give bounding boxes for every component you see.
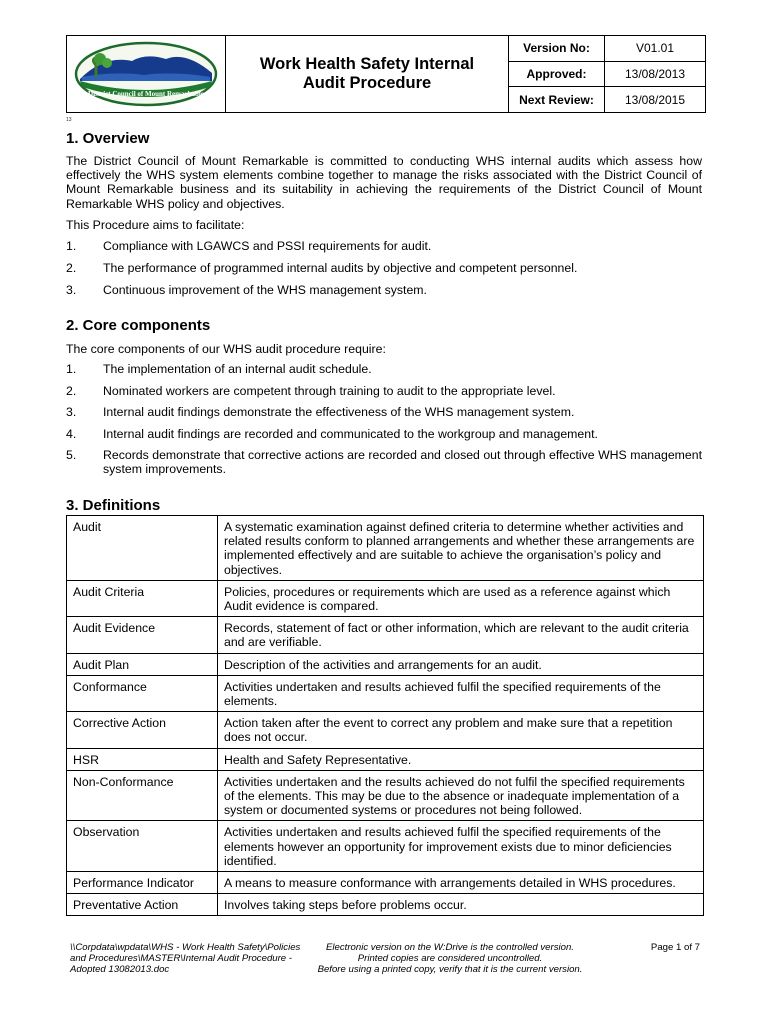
approved-label: Approved:	[509, 62, 605, 87]
review-value: 13/08/2015	[624, 92, 686, 107]
list-item: 1. Compliance with LGAWCS and PSSI requirements for audit.	[66, 239, 432, 253]
approved-row	[509, 62, 705, 88]
overview-aims: This Procedure aims to facilitate:	[66, 218, 245, 232]
title-line-1: Work Health Safety Internal	[259, 55, 475, 73]
table-row: Corrective Action Action taken after the event to correct any problem and make sure that a repetition does not occur.	[67, 712, 704, 748]
logo-text: District Council of Mount Remarkable	[88, 90, 204, 98]
table-row: Performance Indicator A means to measure conformance with arrangements detailed in WHS procedures.	[67, 872, 704, 894]
document-meta	[509, 36, 705, 112]
version-value: V01.01	[635, 41, 675, 56]
version-label: Version No:	[509, 36, 605, 61]
overview-paragraph: The District Council of Mount Remarkable is committed to conducting WHS internal audits which assess how effectively the WHS system elements combine together to manage the risks associated with the District Council of Mount Remarkable business and its suitability in achieving the requirements of the District Council of Mount Remarkable WHS policy and objectives.	[66, 154, 702, 211]
table-row: Audit Plan Description of the activities and arrangements for an audit.	[67, 653, 704, 675]
council-logo	[67, 36, 226, 112]
table-row: Audit A systematic examination against defined criteria to determine whether activities and related results conform to planned arrangements and whether these arrangements are implemented effectively and are suitable to achieve the organisation’s policy and objectives.	[67, 516, 704, 581]
definitions-heading: 3. Definitions	[66, 497, 161, 514]
core-intro: The core components of our WHS audit procedure require:	[66, 342, 386, 356]
title-line-2: Audit Procedure	[302, 74, 432, 92]
list-item: 4. Internal audit findings are recorded and communicated to the workgroup and management.	[66, 427, 598, 441]
document-header	[66, 35, 706, 113]
approved-value: 13/08/2013	[624, 67, 686, 81]
document-title	[226, 36, 509, 112]
definitions-table	[66, 515, 704, 916]
version-row	[509, 36, 705, 62]
control-notice: Electronic version on the W:Drive is the controlled version. Printed copies are considered uncontrolled. Before using a printed copy, verify that it is the current version.	[317, 942, 583, 975]
list-item: 3. Internal audit findings demonstrate the effectiveness of the WHS management system.	[66, 405, 575, 419]
table-row: Preventative Action Involves taking steps before problems occur.	[67, 894, 704, 916]
list-item: 1. The implementation of an internal audit schedule.	[66, 362, 372, 376]
table-row: HSR Health and Safety Representative.	[67, 748, 704, 770]
page-number: Page 1 of 7	[650, 942, 700, 953]
review-row	[509, 87, 705, 112]
list-item: 2. The performance of programmed internal audits by objective and competent personnel.	[66, 261, 578, 275]
list-item: 3. Continuous improvement of the WHS management system.	[66, 283, 427, 297]
table-row: Audit Evidence Records, statement of fact or other information, which are relevant to the audit criteria and are verifiable.	[67, 617, 704, 653]
list-item: 2. Nominated workers are competent through training to audit to the appropriate level.	[66, 384, 556, 398]
table-row: Conformance Activities undertaken and results achieved fulfil the specified requirements of the elements.	[67, 675, 704, 711]
table-row: Audit Criteria Policies, procedures or requirements which are used as a reference against which Audit evidence is compared.	[67, 580, 704, 616]
tiny-mark: 13	[66, 117, 72, 123]
review-label: Next Review:	[509, 87, 605, 112]
table-row: Non-Conformance Activities undertaken and the results achieved do not fulfil the specified requirements of the elements. This may be due to the absence or inadequate implementation of a system or documented systems or procedures not being followed.	[67, 770, 704, 821]
list-item: 5. Records demonstrate that corrective actions are recorded and closed out through effective WHS management system improvements.	[66, 448, 702, 477]
file-path: \\Corpdata\wpdata\WHS - Work Health Safety\Policies and Procedures\MASTER\Internal Audit Procedure - Adopted 13082013.doc	[70, 942, 301, 975]
overview-heading: 1. Overview	[66, 130, 150, 147]
table-row: Observation Activities undertaken and results achieved fulfil the specified requirements of the elements however an opportunity for improvement exists due to minor deficiencies identified.	[67, 821, 704, 872]
core-components-heading: 2. Core components	[66, 317, 211, 334]
